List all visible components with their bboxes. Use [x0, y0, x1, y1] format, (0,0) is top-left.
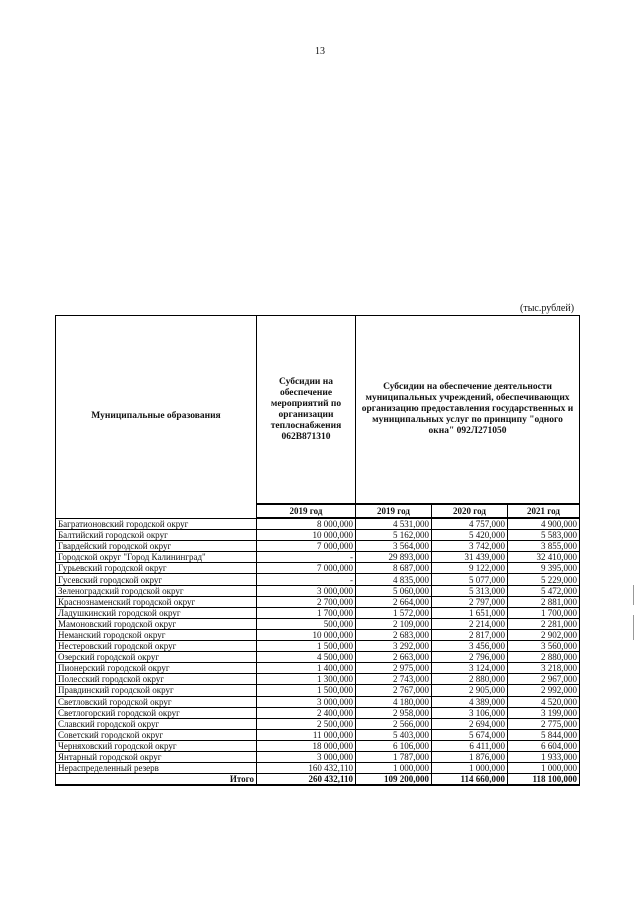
mfc-2019-cell: 2 664,000 — [356, 596, 432, 607]
table-row — [56, 652, 580, 663]
scan-edge-mark — [633, 585, 634, 605]
heat-2019-cell: 3 000,000 — [257, 696, 356, 707]
municipality-cell: Славский городской округ — [56, 718, 257, 729]
municipality-cell: Зеленоградский городской округ — [56, 585, 257, 596]
mfc-2021-cell: 2 967,000 — [508, 674, 580, 685]
table-row — [56, 641, 580, 652]
col-municipality-header: Муниципальные образования — [56, 316, 257, 519]
header-row — [56, 316, 580, 505]
mfc-2019-cell: 2 767,000 — [356, 685, 432, 696]
table-row — [56, 740, 580, 751]
municipality-cell: Нераспределенный резерв — [56, 763, 257, 774]
municipality-cell: Янтарный городской округ — [56, 751, 257, 762]
mfc-2020-cell: 2 817,000 — [432, 629, 508, 640]
table-row — [56, 607, 580, 618]
table-row — [56, 718, 580, 729]
municipality-cell: Нестеровский городской округ — [56, 641, 257, 652]
mfc-2019-cell: 1 000,000 — [356, 763, 432, 774]
table-row — [56, 685, 580, 696]
municipality-cell: Светлогорский городской округ — [56, 707, 257, 718]
mfc-2019-cell: 2 663,000 — [356, 652, 432, 663]
mfc-2019-cell: 4 531,000 — [356, 518, 432, 530]
heat-2019-cell: 2 400,000 — [257, 707, 356, 718]
heat-2019-cell: 10 000,000 — [257, 530, 356, 541]
mfc-2019-cell: 5 162,000 — [356, 530, 432, 541]
municipality-cell: Гусевский городской округ — [56, 574, 257, 585]
heat-2019-cell: 1 300,000 — [257, 674, 356, 685]
mfc-2021-cell: 1 000,000 — [508, 763, 580, 774]
mfc-2021-cell: 32 410,000 — [508, 552, 580, 563]
mfc-2021-cell: 2 281,000 — [508, 618, 580, 629]
mfc-2020-cell: 5 313,000 — [432, 585, 508, 596]
mfc-2021-cell: 3 218,000 — [508, 663, 580, 674]
heat-2019-cell: 1 700,000 — [257, 607, 356, 618]
heat-2019-cell: 7 000,000 — [257, 563, 356, 574]
municipality-cell: Гвардейский городской округ — [56, 541, 257, 552]
total-label: Итого — [56, 774, 257, 786]
table-row — [56, 751, 580, 762]
mfc-2021-cell: 3 855,000 — [508, 541, 580, 552]
table-row — [56, 674, 580, 685]
mfc-2021-cell: 5 472,000 — [508, 585, 580, 596]
mfc-2020-cell: 3 742,000 — [432, 541, 508, 552]
mfc-2020-cell: 2 880,000 — [432, 674, 508, 685]
heat-2019-cell: 2 700,000 — [257, 596, 356, 607]
mfc-2021-cell: 5 583,000 — [508, 530, 580, 541]
table-row — [56, 596, 580, 607]
heat-2019-cell: - — [257, 574, 356, 585]
municipality-cell: Советский городской округ — [56, 729, 257, 740]
municipality-cell: Мамоновский городской округ — [56, 618, 257, 629]
year-2019: 2019 год — [356, 504, 432, 518]
mfc-2021-cell: 2 880,000 — [508, 652, 580, 663]
mfc-2020-cell: 4 757,000 — [432, 518, 508, 530]
heat-2019-cell: 7 000,000 — [257, 541, 356, 552]
mfc-2021-cell: 1 700,000 — [508, 607, 580, 618]
table-row — [56, 629, 580, 640]
mfc-2019-cell: 5 403,000 — [356, 729, 432, 740]
mfc-2020-cell: 2 694,000 — [432, 718, 508, 729]
mfc-2021-cell: 4 520,000 — [508, 696, 580, 707]
mfc-2019-cell: 2 958,000 — [356, 707, 432, 718]
mfc-2019-cell: 3 292,000 — [356, 641, 432, 652]
heat-2019-cell: 3 000,000 — [257, 585, 356, 596]
mfc-2020-cell: 2 214,000 — [432, 618, 508, 629]
col-subsidy-mfc-header: Субсидии на обеспечение деятельности муниципальных учреждений, обеспечивающих организацию предоставления государственных и муниципальных услуг по принципу "одного окна" 092Л271050 — [356, 316, 580, 505]
mfc-2020-cell: 3 124,000 — [432, 663, 508, 674]
municipality-cell: Озерский городской округ — [56, 652, 257, 663]
heat-2019-cell: 4 500,000 — [257, 652, 356, 663]
year-heat-2019: 2019 год — [257, 504, 356, 518]
municipality-cell: Светловский городской округ — [56, 696, 257, 707]
total-row — [56, 774, 580, 786]
table-row — [56, 541, 580, 552]
mfc-2020-cell: 2 796,000 — [432, 652, 508, 663]
mfc-2019-cell: 1 572,000 — [356, 607, 432, 618]
municipality-cell: Правдинский городской округ — [56, 685, 257, 696]
total-2021: 118 100,000 — [508, 774, 580, 786]
heat-2019-cell: 3 000,000 — [257, 751, 356, 762]
heat-2019-cell: 10 000,000 — [257, 629, 356, 640]
mfc-2020-cell: 9 122,000 — [432, 563, 508, 574]
unit-note: (тыс.рублей) — [520, 303, 575, 314]
table-row — [56, 563, 580, 574]
mfc-2020-cell: 3 106,000 — [432, 707, 508, 718]
table-row — [56, 696, 580, 707]
mfc-2021-cell: 6 604,000 — [508, 740, 580, 751]
table-row — [56, 618, 580, 629]
mfc-2021-cell: 2 992,000 — [508, 685, 580, 696]
table-body — [56, 518, 580, 774]
table-row — [56, 518, 580, 530]
heat-2019-cell: 1 500,000 — [257, 641, 356, 652]
mfc-2021-cell: 5 844,000 — [508, 729, 580, 740]
heat-2019-cell: 2 500,000 — [257, 718, 356, 729]
heat-2019-cell: 1 400,000 — [257, 663, 356, 674]
municipality-cell: Краснознаменский городской округ — [56, 596, 257, 607]
mfc-2020-cell: 3 456,000 — [432, 641, 508, 652]
heat-2019-cell: 8 000,000 — [257, 518, 356, 530]
mfc-2019-cell: 1 787,000 — [356, 751, 432, 762]
mfc-2019-cell: 8 687,000 — [356, 563, 432, 574]
mfc-2021-cell: 2 775,000 — [508, 718, 580, 729]
scan-edge-mark — [633, 615, 634, 640]
municipality-cell: Балтийский городской округ — [56, 530, 257, 541]
mfc-2021-cell: 1 933,000 — [508, 751, 580, 762]
col-subsidy-heat-header: Субсидии на обеспечение мероприятий по организации теплоснабжения 062В871310 — [257, 316, 356, 505]
table-row — [56, 552, 580, 563]
mfc-2019-cell: 2 566,000 — [356, 718, 432, 729]
mfc-2020-cell: 5 420,000 — [432, 530, 508, 541]
heat-2019-cell: 11 000,000 — [257, 729, 356, 740]
mfc-2020-cell: 4 389,000 — [432, 696, 508, 707]
table-row — [56, 729, 580, 740]
mfc-2021-cell: 2 902,000 — [508, 629, 580, 640]
table-row — [56, 530, 580, 541]
mfc-2020-cell: 31 439,000 — [432, 552, 508, 563]
table-row — [56, 585, 580, 596]
total-heat-2019: 260 432,110 — [257, 774, 356, 786]
mfc-2020-cell: 5 077,000 — [432, 574, 508, 585]
mfc-2020-cell: 1 651,000 — [432, 607, 508, 618]
mfc-2020-cell: 6 411,000 — [432, 740, 508, 751]
mfc-2020-cell: 5 674,000 — [432, 729, 508, 740]
page-number: 13 — [315, 46, 325, 57]
table-row — [56, 663, 580, 674]
mfc-2021-cell: 9 395,000 — [508, 563, 580, 574]
mfc-2021-cell: 3 560,000 — [508, 641, 580, 652]
subsidy-table — [55, 315, 580, 786]
mfc-2021-cell: 2 881,000 — [508, 596, 580, 607]
mfc-2019-cell: 3 564,000 — [356, 541, 432, 552]
municipality-cell: Городской округ "Город Калининград" — [56, 552, 257, 563]
mfc-2019-cell: 6 106,000 — [356, 740, 432, 751]
heat-2019-cell: - — [257, 552, 356, 563]
municipality-cell: Багратионовский городской округ — [56, 518, 257, 530]
mfc-2019-cell: 2 975,000 — [356, 663, 432, 674]
mfc-2020-cell: 2 797,000 — [432, 596, 508, 607]
heat-2019-cell: 160 432,110 — [257, 763, 356, 774]
table-row — [56, 763, 580, 774]
heat-2019-cell: 1 500,000 — [257, 685, 356, 696]
municipality-cell: Ладушкинский городской округ — [56, 607, 257, 618]
heat-2019-cell: 18 000,000 — [257, 740, 356, 751]
municipality-cell: Черняховский городской округ — [56, 740, 257, 751]
mfc-2020-cell: 1 000,000 — [432, 763, 508, 774]
municipality-cell: Пионерский городской округ — [56, 663, 257, 674]
municipality-cell: Гурьевский городской округ — [56, 563, 257, 574]
table-row — [56, 574, 580, 585]
heat-2019-cell: 500,000 — [257, 618, 356, 629]
mfc-2019-cell: 2 683,000 — [356, 629, 432, 640]
year-2020: 2020 год — [432, 504, 508, 518]
mfc-2019-cell: 4 835,000 — [356, 574, 432, 585]
mfc-2019-cell: 4 180,000 — [356, 696, 432, 707]
total-2019: 109 200,000 — [356, 774, 432, 786]
mfc-2020-cell: 1 876,000 — [432, 751, 508, 762]
municipality-cell: Неманский городской округ — [56, 629, 257, 640]
mfc-2019-cell: 29 893,000 — [356, 552, 432, 563]
mfc-2019-cell: 2 743,000 — [356, 674, 432, 685]
mfc-2020-cell: 2 905,000 — [432, 685, 508, 696]
table-row — [56, 707, 580, 718]
mfc-2021-cell: 3 199,000 — [508, 707, 580, 718]
mfc-2021-cell: 4 900,000 — [508, 518, 580, 530]
mfc-2019-cell: 5 060,000 — [356, 585, 432, 596]
mfc-2019-cell: 2 109,000 — [356, 618, 432, 629]
mfc-2021-cell: 5 229,000 — [508, 574, 580, 585]
year-2021: 2021 год — [508, 504, 580, 518]
municipality-cell: Полесский городской округ — [56, 674, 257, 685]
total-2020: 114 660,000 — [432, 774, 508, 786]
